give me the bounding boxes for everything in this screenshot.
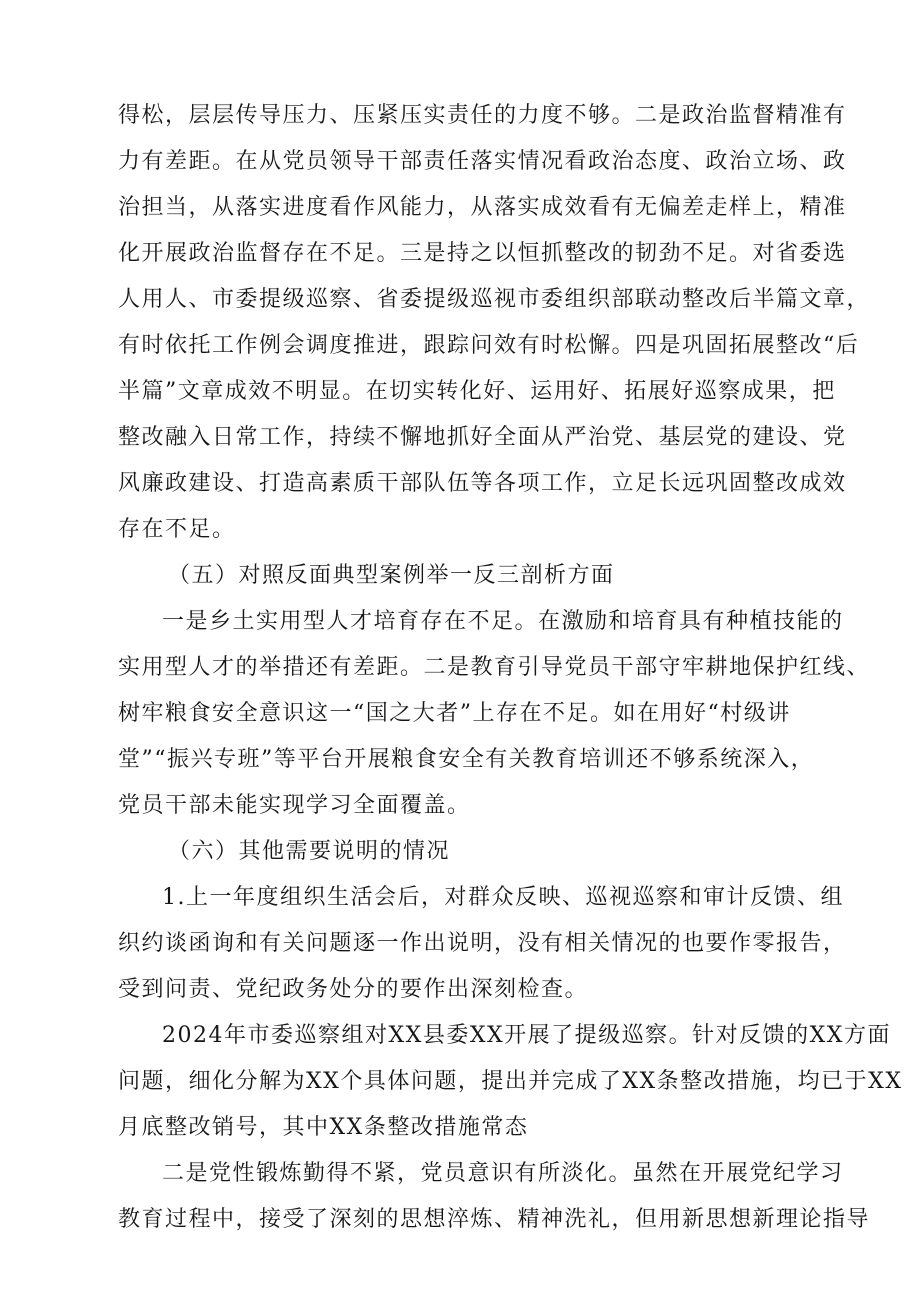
text-line-content: 1.上一年度组织生活会后，对群众反映、巡视巡察和审计反馈、组: [162, 885, 844, 910]
text-line: [0, 966, 920, 1014]
text-line: [0, 920, 920, 968]
text-line-content: 一是乡土实用型人才培育存在不足。在激励和培育具有种植技能的: [162, 609, 844, 634]
text-line-content: 堂”“振兴专班”等平台开展粮食安全有关教育培训还不够系统深入，: [118, 747, 815, 772]
text-line: [0, 184, 920, 232]
text-line: [0, 644, 920, 692]
text-line: [0, 460, 920, 508]
text-line: [0, 736, 920, 784]
text-line: [0, 1012, 920, 1060]
text-line: [0, 1196, 920, 1244]
text-line: [0, 92, 920, 140]
text-line-content: 教育过程中，接受了深刻的思想淬炼、精神洗礼，但用新思想新理论指导: [118, 1207, 871, 1232]
text-line-content: 月底整改销号，其中XX条整改措施常态: [118, 1115, 529, 1140]
text-line-content: 半篇”文章成效不明显。在切实转化好、运用好、拓展好巡察成果，把: [118, 379, 836, 404]
text-line: [0, 1150, 920, 1198]
text-line-content: 力有差距。在从党员领导干部责任落实情况看政治态度、政治立场、政: [118, 149, 847, 174]
text-line-content: 实用型人才的举措还有差距。二是教育引导党员干部守牢耕地保护红线、: [118, 655, 871, 680]
text-line-content: 党员干部未能实现学习全面覆盖。: [118, 793, 471, 818]
text-line: [0, 598, 920, 646]
text-line-content: 问题，细化分解为XX个具体问题，提出并完成了XX条整改措施，均已于XX: [118, 1069, 903, 1094]
section-heading-text: （五）对照反面典型案例举一反三剖析方面: [168, 563, 615, 588]
text-line: [0, 1058, 920, 1106]
text-line: [0, 506, 920, 554]
text-line: [0, 414, 920, 462]
text-line-content: 得松，层层传导压力、压紧压实责任的力度不够。二是政治监督精准有: [118, 103, 847, 128]
text-line-content: 风廉政建设、打造高素质干部队伍等各项工作，立足长远巩固整改成效: [118, 471, 847, 496]
section-heading: [0, 552, 920, 600]
text-line: [0, 1104, 920, 1152]
text-line: [0, 782, 920, 830]
text-line: [0, 874, 920, 922]
text-line-content: 整改融入日常工作，持续不懈地抓好全面从严治党、基层党的建设、党: [118, 425, 847, 450]
text-line: [0, 138, 920, 186]
text-line-content: 有时依托工作例会调度推进，跟踪问效有时松懈。四是巩固拓展整改“后: [118, 333, 860, 358]
text-line-content: 织约谈函询和有关问题逐一作出说明，没有相关情况的也要作零报告，: [118, 931, 847, 956]
text-line: [0, 276, 920, 324]
text-line-content: 二是党性锻炼勤得不紧，党员意识有所淡化。虽然在开展党纪学习: [162, 1161, 844, 1186]
text-line: [0, 230, 920, 278]
text-line: [0, 690, 920, 738]
section-heading-text: （六）其他需要说明的情况: [168, 839, 451, 864]
section-heading: [0, 828, 920, 876]
text-line-content: 存在不足。: [118, 517, 236, 542]
text-line-content: 治担当，从落实进度看作风能力，从落实成效看有无偏差走样上，精准: [118, 195, 847, 220]
text-line-content: 2024年市委巡察组对XX县委XX开展了提级巡察。针对反馈的XX方面: [162, 1023, 891, 1048]
text-line-content: 受到问责、党纪政务处分的要作出深刻检查。: [118, 977, 589, 1002]
text-line-content: 树牢粮食安全意识这一“国之大者”上存在不足。如在用好“村级讲: [118, 701, 791, 726]
text-line-content: 人用人、市委提级巡察、省委提级巡视市委组织部联动整改后半篇文章，: [118, 287, 871, 312]
text-line: [0, 368, 920, 416]
text-line: [0, 322, 920, 370]
text-line-content: 化开展政治监督存在不足。三是持之以恒抓整改的韧劲不足。对省委选: [118, 241, 847, 266]
